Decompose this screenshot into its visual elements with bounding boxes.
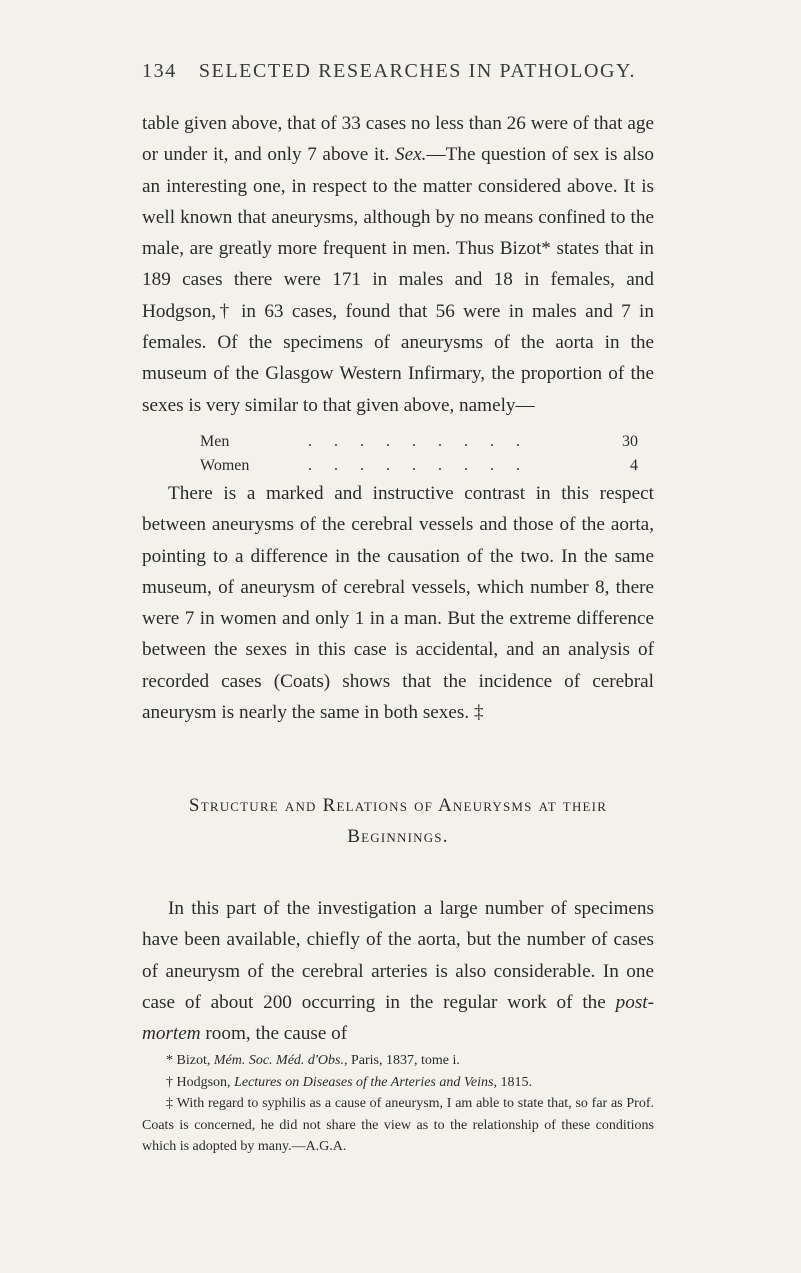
paragraph-contrast: [142, 478, 654, 728]
running-head: [142, 60, 636, 83]
paragraph-structure: [142, 893, 654, 1049]
footnote-mark-coats: ‡: [473, 702, 484, 724]
page-number: 134: [142, 60, 177, 82]
para1-text4: in 63 cases, found that 56 were in males and 7 in females. Of the specimens of aneurysms of the aorta in the museum of the Glasgow Western Infirmary, the proportion of the sexes is very similar to that given above, namely—: [142, 300, 654, 416]
fn-text: † Hodgson,: [166, 1074, 235, 1090]
paragraph-sex: [142, 108, 654, 421]
section-heading: [142, 790, 654, 852]
footnote-syphilis: [142, 1093, 654, 1158]
heading-line1: Structure and Relations of Aneurysms at their: [188, 795, 608, 816]
leader-dots: . . . . . . . . .: [308, 457, 529, 474]
stat-label: Men: [200, 433, 230, 450]
stat-label: Women: [200, 457, 250, 474]
post-mortem-italic: post-mortem: [142, 991, 654, 1045]
fn-italic: Lectures on Diseases of the Arteries and Veins: [234, 1074, 494, 1090]
footnote-hodgson: [142, 1072, 654, 1094]
para1-text1: table given above, that of 33 cases no less than 26 were of that age or under it, and only 7 above it.: [142, 113, 654, 166]
footnote-mark-bizot: *: [541, 238, 551, 260]
para3-text2: room, the cause of: [200, 1023, 348, 1045]
stat-row-women: [200, 454, 638, 478]
para2-text: There is a marked and instructive contrast in this respect between aneurysms of the cerebral vessels and those of the aorta, pointing to a difference in the causation of the two. In the same museum, of aneurysm of cerebral vessels, which number 8, there were 7 in women and only 1 in a man. But the extreme difference between the sexes in this case is accidental, and an analysis of recorded cases (Coats) shows that the incidence of cerebral aneurysm is nearly the same in both sexes.: [142, 483, 654, 724]
stat-value: 4: [630, 457, 638, 474]
fn-text: , Paris, 1837, tome i.: [343, 1053, 460, 1068]
stat-value: 30: [622, 433, 638, 450]
fn-text: * Bizot,: [166, 1053, 214, 1068]
sex-label: Sex.: [395, 144, 427, 166]
footnotes: [142, 1050, 654, 1158]
sex-statistics: [200, 430, 638, 478]
para1-text2: —The question of sex is also an interesting one, in respect to the matter considered above. It is well known that aneurysms, although by no means confined to the male, are greatly more frequent in men. Thus Bizot: [142, 144, 655, 260]
fn-text: , 1815.: [493, 1074, 532, 1090]
running-title: SELECTED RESEARCHES IN PATHOLOGY.: [198, 60, 637, 82]
fn-italic: Mém. Soc. Méd. d'Obs.: [213, 1053, 344, 1068]
para1-text3: states that in 189 cases there were 171 in males and 18 in females, and Hodgson,: [142, 238, 654, 322]
footnote-mark-hodgson: †: [216, 300, 233, 322]
heading-line2: Beginnings.: [347, 826, 449, 847]
para3-text1: In this part of the investigation a large number of specimens have been available, chiefly of the aorta, but the number of cases of aneurysm of the cerebral arteries is also considerable. In one case of about 200 occurring in the regular work of the: [142, 898, 654, 1013]
stat-row-men: [200, 430, 638, 454]
leader-dots: . . . . . . . . .: [308, 433, 529, 450]
footnote-bizot: [142, 1050, 654, 1072]
fn-text: ‡ With regard to syphilis as a cause of aneurysm, I am able to state that, so far as Prof. Coats is concerned, he did not share the view as to the relationship of these conditions which is adopted by many.—A.G.A.: [142, 1096, 654, 1154]
